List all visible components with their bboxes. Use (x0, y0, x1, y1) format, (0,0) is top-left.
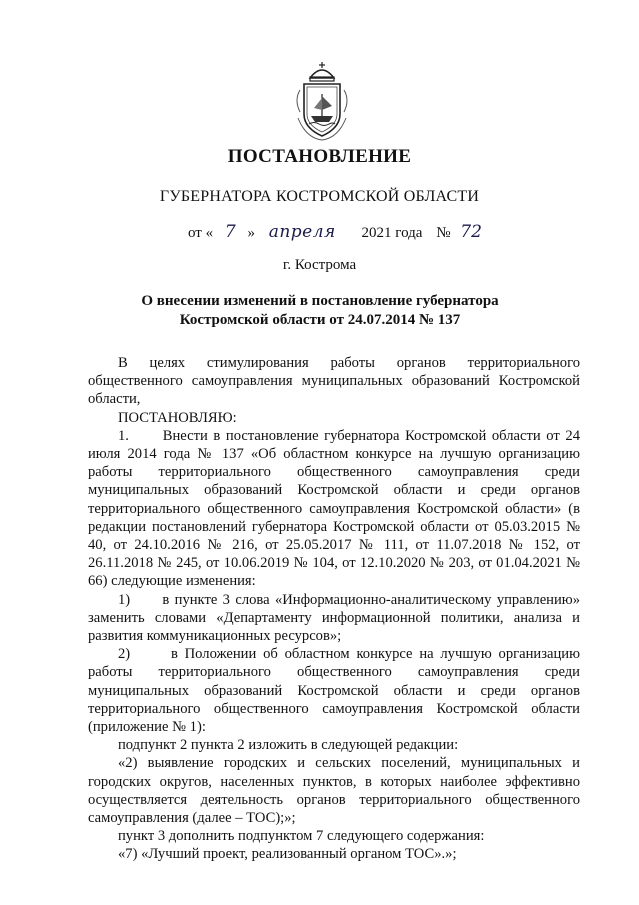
date-number-line (188, 222, 482, 242)
number-prefix: № (436, 225, 451, 241)
date-year: 2021 года (361, 225, 423, 241)
document-title: ПОСТАНОВЛЕНИЕ (227, 146, 412, 167)
heading-line-1: О внесении изменений в постановление губернатора (141, 293, 499, 309)
paragraph-quote-2: «2) выявление городских и сельских поселений, муниципальных и городских округов, населенных пунктов, в которых наиболее эффективно осуществляется деятельность органов территориального общественного самоуправления (далее – ТОС);»; (88, 755, 580, 827)
paragraph-item-1: 1. Внести в постановление губернатора Костромской области от 24 июля 2014 года № 137 «Об областном конкурсе на лучшую организацию работы территориального общественного самоуправления среди муниципальных образований Костромской области и среди органов территориального общественного самоуправления Костромской области» (в редакции постановлений губернатора Костромской области от 05.03.2015 № 40, от 24.10.2016 № 216, от 25.05.2017 № 111, от 11.07.2018 № 152, от 26.11.2018 № 245, от 10.06.2019 № 104, от 12.10.2020 № 203, от 01.04.2021 № 66) следующие изменения: (88, 427, 580, 590)
paragraph-subpoint-2: подпункт 2 пункта 2 изложить в следующей редакции: (118, 737, 459, 754)
date-prefix: от « (188, 225, 214, 241)
paragraph-subitem-1: 1) в пункте 3 слова «Информационно-аналитическому управлению» заменить словами «Департаменту информационной политики, анализа и развития коммуникационных ресурсов»; (88, 591, 580, 645)
paragraph-decree: ПОСТАНОВЛЯЮ: (118, 409, 237, 426)
city-name: г. Кострома (282, 257, 357, 273)
document-heading (60, 292, 580, 330)
paragraph-quote-7: «7) «Лучший проект, реализованный органом ТОС».»; (118, 846, 457, 863)
coat-of-arms-icon (292, 60, 352, 142)
date-mid: » (247, 225, 255, 241)
paragraph-point-3: пункт 3 дополнить подпунктом 7 следующего содержания: (118, 828, 485, 845)
heading-line-2: Костромской области от 24.07.2014 № 137 (179, 312, 461, 328)
date-day-handwritten: 7 (224, 222, 236, 242)
document-subtitle: ГУБЕРНАТОРА КОСТРОМСКОЙ ОБЛАСТИ (159, 188, 480, 205)
document-body (88, 354, 580, 864)
date-month-handwritten: апреля (268, 222, 336, 242)
paragraph-subitem-2: 2) в Положении об областном конкурсе на лучшую организацию работы территориального общественного самоуправления среди муниципальных образований Костромской области и среди органов территориального общественного самоуправления Костромской области (приложение № 1): (88, 646, 580, 736)
paragraph-preamble: В целях стимулирования работы органов территориального общественного самоуправления муниципальных образований Костромской области, (88, 355, 580, 408)
document-number-handwritten: 72 (460, 222, 482, 242)
